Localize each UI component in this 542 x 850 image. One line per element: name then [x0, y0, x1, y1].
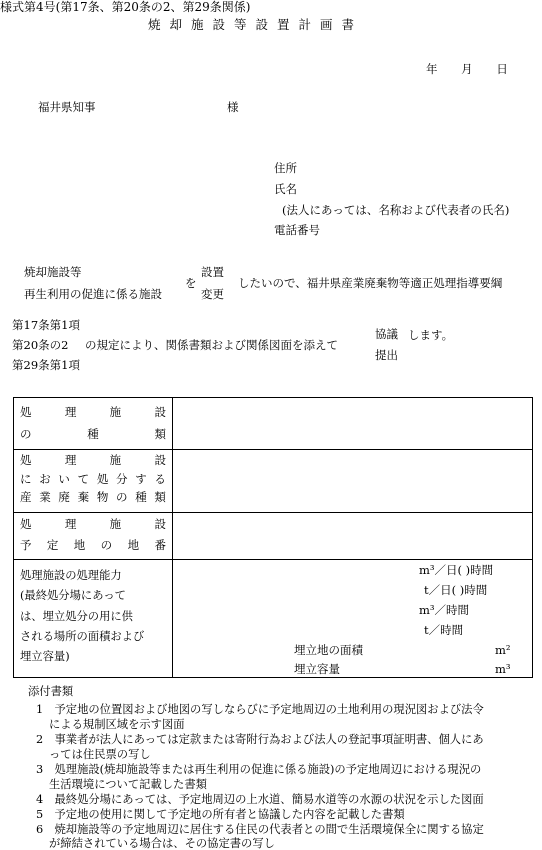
document-title: 焼却施設等設置計画書	[148, 17, 364, 32]
value-facility-type[interactable]	[173, 398, 533, 450]
label-site-lot-number: 処 理 施 設 予 定 地 の 地 番	[14, 513, 173, 560]
name-label: 氏名	[274, 182, 297, 196]
value-capacity[interactable]	[173, 560, 533, 678]
landfill-area-label: 埋立地の面積	[294, 643, 363, 657]
value-waste-type[interactable]	[173, 450, 533, 513]
landfill-volume-unit: m³	[495, 662, 511, 676]
table-row	[14, 513, 533, 560]
table-row	[14, 560, 533, 678]
attachment-item-2-cont: っては住民票の写し	[49, 748, 151, 761]
article-option-2: 第20条の2	[12, 338, 69, 352]
addressee-name: 福井県知事	[38, 100, 96, 114]
value-site-lot-number[interactable]	[173, 513, 533, 560]
name-note: (法人にあっては、名称および代表者の氏名)	[282, 203, 510, 217]
facility-option-2: 再生利用の促進に係る施設	[24, 287, 162, 301]
attachment-item-4: 4 最終処分場にあっては、予定地周辺の上水道、簡易水道等の水源の状況を示した図面	[36, 793, 484, 806]
address-label: 住所	[274, 161, 297, 175]
landfill-volume-label: 埋立容量	[294, 662, 340, 676]
article-option-1: 第17条第1項	[12, 318, 80, 332]
attachment-item-5: 5 予定地の使用に関して予定地の所有者と協議した内容を記載した書類	[36, 808, 405, 821]
attachments-heading: 添付書類	[28, 685, 74, 698]
submit-option-submit: 提出	[375, 348, 398, 362]
attachment-item-2: 2 事業者が法人にあっては定款または寄附行為および法人の登記事項証明書、個人にあ	[36, 733, 484, 746]
phone-label: 電話番号	[274, 223, 320, 237]
statement-sentence-2: の規定により、関係書類および関係図面を添えて	[85, 338, 338, 352]
date-day: 日	[496, 62, 508, 76]
facility-table	[13, 397, 533, 678]
table-row	[14, 398, 533, 450]
action-option-setup: 設置	[201, 265, 224, 279]
addressee-honorific: 様	[227, 100, 239, 114]
facility-option-1: 焼却施設等	[24, 265, 82, 279]
article-option-3: 第29条第1項	[12, 358, 80, 372]
form-number: 様式第4号(第17条、第20条の2、第29条関係)	[0, 0, 251, 14]
attachment-item-3-cont: 生活環境について記載した書類	[49, 778, 207, 791]
particle-wo: を	[185, 276, 197, 290]
action-option-change: 変更	[201, 287, 224, 301]
attachment-item-6-cont: が締結されている場合は、その協定書の写し	[49, 837, 275, 850]
label-capacity: 処理施設の処理能力 (最終処分場にあって は、埋立処分の用に供 される場所の面積および 埋立容量)	[14, 560, 173, 678]
attachment-item-6: 6 焼却施設等の予定地周辺に居住する住民の代表者との間で生活環境保全に関する協定	[36, 823, 484, 836]
capacity-t-per-hour: t／時間	[424, 623, 464, 637]
label-waste-type: 処 理 施 設 に お い て 処 分 す る 産 業 廃 棄 物 の 種 類	[14, 450, 173, 513]
attachment-item-3: 3 処理施設(焼却施設等または再生利用の促進に係る施設)の予定地周辺における現況の	[36, 763, 482, 776]
date-year: 年	[426, 62, 438, 76]
landfill-area-unit: m²	[495, 643, 511, 657]
capacity-m3-per-hour: m³／時間	[419, 603, 470, 617]
date-line	[426, 64, 508, 76]
submit-option-consult: 協議	[375, 327, 398, 341]
table-row	[14, 450, 533, 513]
capacity-t-per-day: t／日( )時間	[424, 583, 488, 597]
attachment-item-1-cont: による規制区域を示す図面	[49, 718, 185, 731]
attachment-item-1: 1 予定地の位置図および地図の写しならびに予定地周辺の土地利用の現況図および法令	[36, 703, 484, 716]
statement-end: します。	[408, 328, 454, 342]
statement-sentence-1: したいので、福井県産業廃棄物等適正処理指導要綱	[238, 276, 503, 290]
capacity-m3-per-day: m³／日( )時間	[419, 563, 494, 577]
date-month: 月	[461, 62, 473, 76]
label-facility-type: 処 理 施 設 の 種 類	[14, 398, 173, 450]
